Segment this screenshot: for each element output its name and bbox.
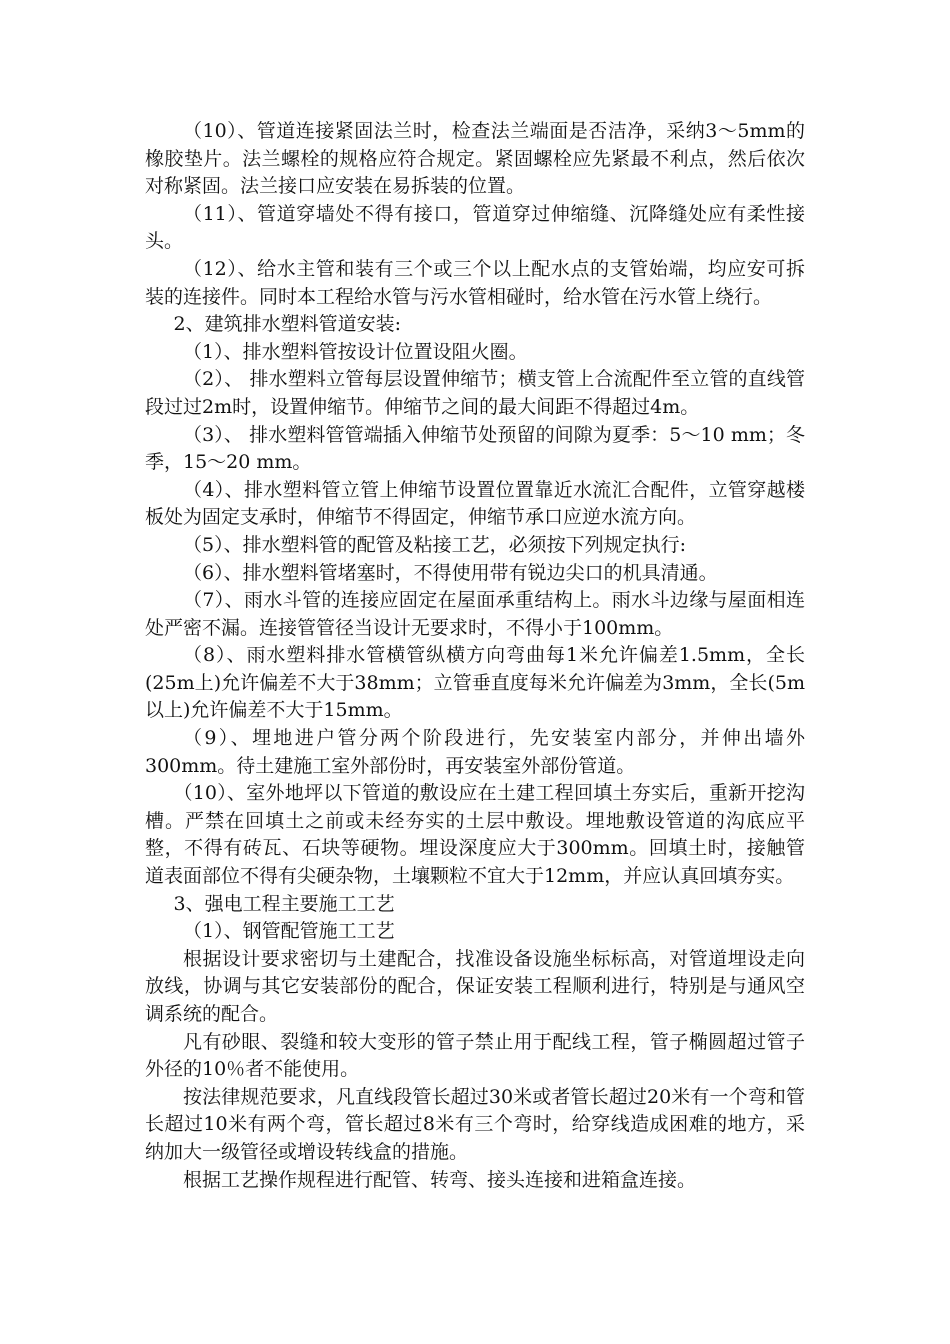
paragraph-bonding-process: （5）、排水塑料管的配管及粘接工艺，必须按下列规定执行: (183, 533, 686, 556)
paragraph-wall-penetration: （11）、管道穿墙处不得有接口，管道穿过伸缩缝、沉降缝处应有柔性接头。 (145, 202, 805, 253)
paragraph-buried-inlet: （9）、埋地进户管分两个阶段进行，先安装室内部分，并伸出墙外300mm。待土建施工室外部份时，再安装室外部份管道。 (145, 727, 805, 777)
paragraph-tolerance: （8）、雨水塑料排水管横管纵横方向弯曲每1米允许偏差1.5mm，全长(25m上)允许偏差不大于38mm；立管垂直度每米允许偏差为3mm，全长(5m以上)允许偏差不大于15mm。 (145, 644, 805, 722)
document-body (145, 118, 805, 1194)
paragraph-joint-position: （4）、排水塑料管立管上伸缩节设置位置靠近水流汇合配件，立管穿越楼板处为固定支承时，伸缩节不得固定，伸缩节承口应逆水流方向。 (145, 478, 805, 529)
paragraph-pipe-length-rules: 按法律规范要求，凡直线段管长超过30米或者管长超过20米有一个弯和管长超过10米有两个弯，管长超过8米有三个弯时，给穿线造成困难的地方，采纳加大一级管径或增设转线盒的措施。 (145, 1085, 805, 1163)
paragraph-detachable-fittings: （12）、给水主管和装有三个或三个以上配水点的支管始端，均应安可拆装的连接件。同时本工程给水管与污水管相碰时，给水管在污水管上绕行。 (145, 257, 805, 308)
paragraph-fire-collar: （1）、排水塑料管按设计位置设阻火圈。 (183, 340, 528, 363)
paragraph-flange-connection: （10）、管道连接紧固法兰时，检查法兰端面是否洁净，采纳3～5mm的橡胶垫片。法兰螺栓的规格应符合规定。紧固螺栓应先紧最不利点，然后依次对称紧固。法兰接口应安装在易拆装的位置。 (145, 120, 805, 198)
subsection-heading-steel-conduit: （1）、钢管配管施工工艺 (183, 920, 395, 943)
section-heading-electrical: 3、强电工程主要施工工艺 (173, 892, 395, 915)
section-heading-drainage: 2、建筑排水塑料管道安装: (173, 313, 401, 336)
paragraph-outdoor-laying: （10）、室外地坪以下管道的敷设应在土建工程回填土夯实后，重新开挖沟槽。严禁在回填土之前或未经夯实的土层中敷设。埋地敷设管道的沟底应平整，不得有砖瓦、石块等硬物。埋设深度应大于300mm。回填土时，接触管道表面部位不得有尖硬杂物，土壤颗粒不宜大于12mm，并应认真回填夯实。 (145, 782, 805, 888)
paragraph-expansion-joint: （2）、 排水塑料立管每层设置伸缩节；横支管上合流配件至立管的直线管段过过2m时，设置伸缩节。伸缩节之间的最大间距不得超过4m。 (145, 368, 805, 418)
paragraph-design-coordination: 根据设计要求密切与土建配合，找准设备设施坐标标高，对管道埋设走向放线，协调与其它安装部份的配合，保证安装工程顺利进行，特别是与通风空调系统的配合。 (145, 947, 805, 1025)
paragraph-joint-gap: （3）、 排水塑料管管端插入伸缩节处预留的间隙为夏季：5～10 mm；冬季，15～20 mm。 (145, 423, 805, 474)
paragraph-defective-pipes: 凡有砂眼、裂缝和较大变形的管子禁止用于配线工程，管子椭圆超过管子外径的10％者不能使用。 (145, 1030, 805, 1081)
paragraph-rain-hopper: （7）、雨水斗管的连接应固定在屋面承重结构上。雨水斗边缘与屋面相连处严密不漏。连接管管径当设计无要求时，不得小于100mm。 (145, 589, 805, 639)
paragraph-process-rules: 根据工艺操作规程进行配管、转弯、接头连接和进箱盒连接。 (183, 1168, 697, 1191)
paragraph-blockage-cleaning: （6）、排水塑料管堵塞时，不得使用带有锐边尖口的机具清通。 (183, 561, 718, 584)
